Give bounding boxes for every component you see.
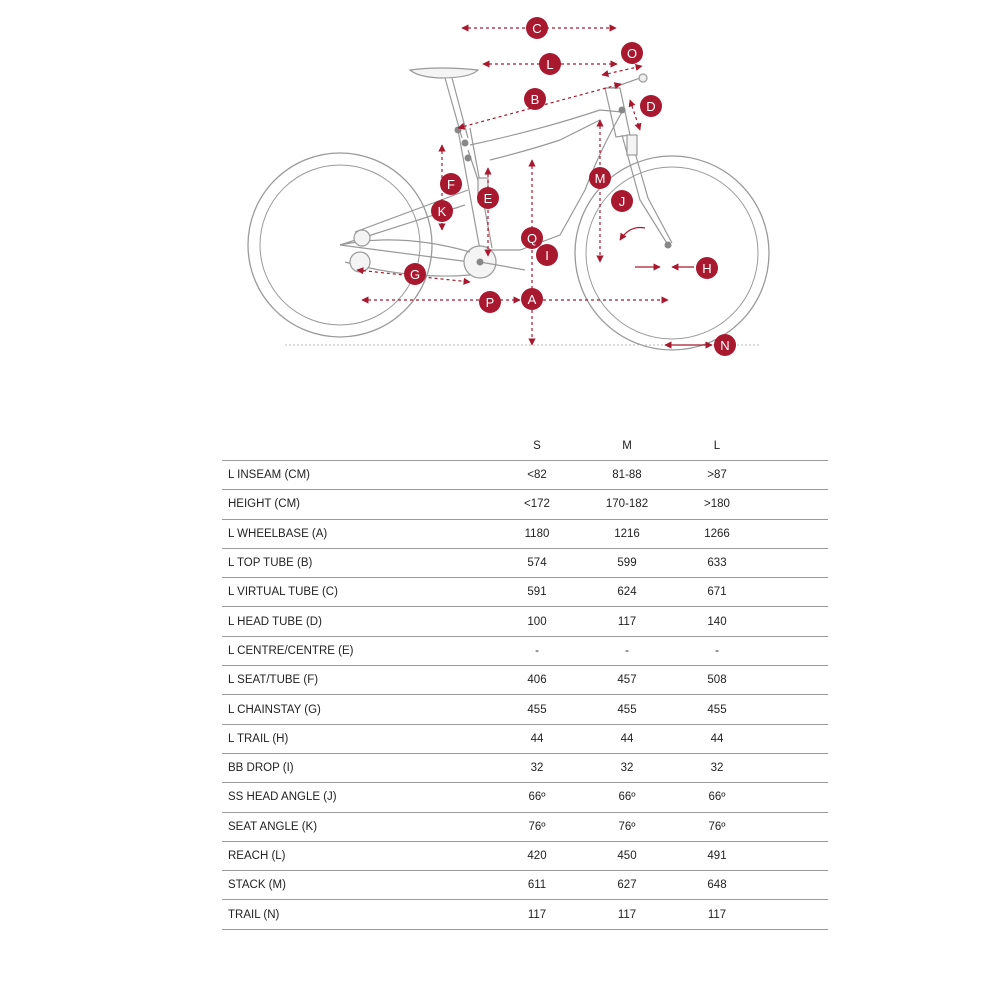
table-row — [222, 841, 828, 870]
value-m: 32 — [582, 753, 672, 782]
table-row — [222, 490, 828, 519]
value-l: 1266 — [672, 519, 762, 548]
svg-text:M: M — [594, 171, 606, 186]
value-l: >87 — [672, 461, 762, 490]
svg-text:F: F — [447, 177, 455, 192]
value-l: 32 — [672, 753, 762, 782]
row-label: L INSEAM (CM) — [222, 461, 492, 490]
value-m: 457 — [582, 666, 672, 695]
marker-d — [640, 95, 662, 117]
value-m: 624 — [582, 578, 672, 607]
table-row — [222, 783, 828, 812]
row-label: TRAIL (N) — [222, 900, 492, 929]
row-label: L CENTRE/CENTRE (E) — [222, 636, 492, 665]
value-m: 627 — [582, 871, 672, 900]
value-l: 117 — [672, 900, 762, 929]
value-m: 81-88 — [582, 461, 672, 490]
marker-j — [611, 190, 633, 212]
value-s: 76º — [492, 812, 582, 841]
table-row — [222, 519, 828, 548]
value-m: 117 — [582, 900, 672, 929]
svg-text:L: L — [546, 57, 554, 72]
marker-c — [526, 17, 548, 39]
table-row — [222, 666, 828, 695]
row-label: L WHEELBASE (A) — [222, 519, 492, 548]
row-label: BB DROP (I) — [222, 753, 492, 782]
row-pad — [762, 841, 828, 870]
size-header-m: M — [582, 432, 672, 461]
table-row — [222, 695, 828, 724]
row-label: L TOP TUBE (B) — [222, 548, 492, 577]
value-s: 1180 — [492, 519, 582, 548]
row-pad — [762, 461, 828, 490]
marker-l — [539, 53, 561, 75]
value-l: 44 — [672, 724, 762, 753]
marker-q — [521, 227, 543, 249]
value-s: 420 — [492, 841, 582, 870]
svg-text:O: O — [626, 46, 638, 61]
svg-text:N: N — [720, 338, 730, 353]
table-row — [222, 724, 828, 753]
svg-text:P: P — [485, 295, 495, 310]
value-s: 100 — [492, 607, 582, 636]
row-label: L TRAIL (H) — [222, 724, 492, 753]
table-row — [222, 578, 828, 607]
value-l: 455 — [672, 695, 762, 724]
marker-p — [479, 291, 501, 313]
svg-text:D: D — [646, 99, 656, 114]
svg-text:H: H — [702, 261, 712, 276]
value-l: - — [672, 636, 762, 665]
row-pad — [762, 783, 828, 812]
row-pad — [762, 578, 828, 607]
svg-text:K: K — [437, 204, 447, 219]
row-pad — [762, 871, 828, 900]
size-header-l: L — [672, 432, 762, 461]
svg-text:A: A — [527, 292, 537, 307]
row-pad — [762, 900, 828, 929]
marker-e — [477, 187, 499, 209]
row-pad — [762, 724, 828, 753]
value-m: 170-182 — [582, 490, 672, 519]
row-pad — [762, 666, 828, 695]
marker-b — [524, 88, 546, 110]
row-label: L VIRTUAL TUBE (C) — [222, 578, 492, 607]
bike-frame — [340, 68, 672, 278]
value-s: - — [492, 636, 582, 665]
svg-text:G: G — [409, 267, 421, 282]
value-m: 117 — [582, 607, 672, 636]
marker-o — [621, 42, 643, 64]
value-s: <82 — [492, 461, 582, 490]
value-l: 76º — [672, 812, 762, 841]
table-row — [222, 753, 828, 782]
value-s: 574 — [492, 548, 582, 577]
svg-text:Q: Q — [526, 231, 538, 246]
bike-geometry-diagram — [0, 0, 1000, 400]
row-pad — [762, 695, 828, 724]
value-l: 671 — [672, 578, 762, 607]
row-pad — [762, 548, 828, 577]
table-row — [222, 900, 828, 929]
value-l: 66º — [672, 783, 762, 812]
value-m: 44 — [582, 724, 672, 753]
marker-g — [404, 263, 426, 285]
table-row — [222, 636, 828, 665]
marker-k — [431, 200, 453, 222]
table-header-row — [222, 432, 828, 461]
header-pad-cell — [762, 432, 828, 461]
value-m: 66º — [582, 783, 672, 812]
value-m: 450 — [582, 841, 672, 870]
header-label-cell — [222, 432, 492, 461]
svg-text:I: I — [545, 248, 549, 263]
row-pad — [762, 812, 828, 841]
row-pad — [762, 490, 828, 519]
value-s: 455 — [492, 695, 582, 724]
value-s: 32 — [492, 753, 582, 782]
row-label: L HEAD TUBE (D) — [222, 607, 492, 636]
row-label: STACK (M) — [222, 871, 492, 900]
value-s: 117 — [492, 900, 582, 929]
value-l: 508 — [672, 666, 762, 695]
row-label: SS HEAD ANGLE (J) — [222, 783, 492, 812]
value-l: 491 — [672, 841, 762, 870]
value-s: 611 — [492, 871, 582, 900]
svg-text:B: B — [530, 92, 540, 107]
geometry-table — [222, 432, 828, 930]
value-s: 66º — [492, 783, 582, 812]
row-label: SEAT ANGLE (K) — [222, 812, 492, 841]
marker-m — [589, 167, 611, 189]
marker-h — [696, 257, 718, 279]
table-row — [222, 607, 828, 636]
table-row — [222, 871, 828, 900]
value-l: 140 — [672, 607, 762, 636]
marker-i — [536, 244, 558, 266]
value-m: 1216 — [582, 519, 672, 548]
svg-text:J: J — [618, 194, 626, 209]
row-label: REACH (L) — [222, 841, 492, 870]
value-m: 455 — [582, 695, 672, 724]
row-pad — [762, 753, 828, 782]
row-label: L CHAINSTAY (G) — [222, 695, 492, 724]
value-m: 599 — [582, 548, 672, 577]
svg-text:C: C — [532, 21, 542, 36]
row-pad — [762, 636, 828, 665]
value-l: 633 — [672, 548, 762, 577]
svg-text:E: E — [483, 191, 493, 206]
marker-a — [521, 288, 543, 310]
table-row — [222, 812, 828, 841]
value-s: <172 — [492, 490, 582, 519]
row-pad — [762, 519, 828, 548]
value-m: 76º — [582, 812, 672, 841]
row-label: L SEAT/TUBE (F) — [222, 666, 492, 695]
value-s: 591 — [492, 578, 582, 607]
marker-n — [714, 334, 736, 356]
size-header-s: S — [492, 432, 582, 461]
value-s: 406 — [492, 666, 582, 695]
table-row — [222, 461, 828, 490]
value-l: 648 — [672, 871, 762, 900]
table-row — [222, 548, 828, 577]
value-l: >180 — [672, 490, 762, 519]
marker-f — [440, 173, 462, 195]
value-m: - — [582, 636, 672, 665]
row-label: HEIGHT (CM) — [222, 490, 492, 519]
row-pad — [762, 607, 828, 636]
value-s: 44 — [492, 724, 582, 753]
